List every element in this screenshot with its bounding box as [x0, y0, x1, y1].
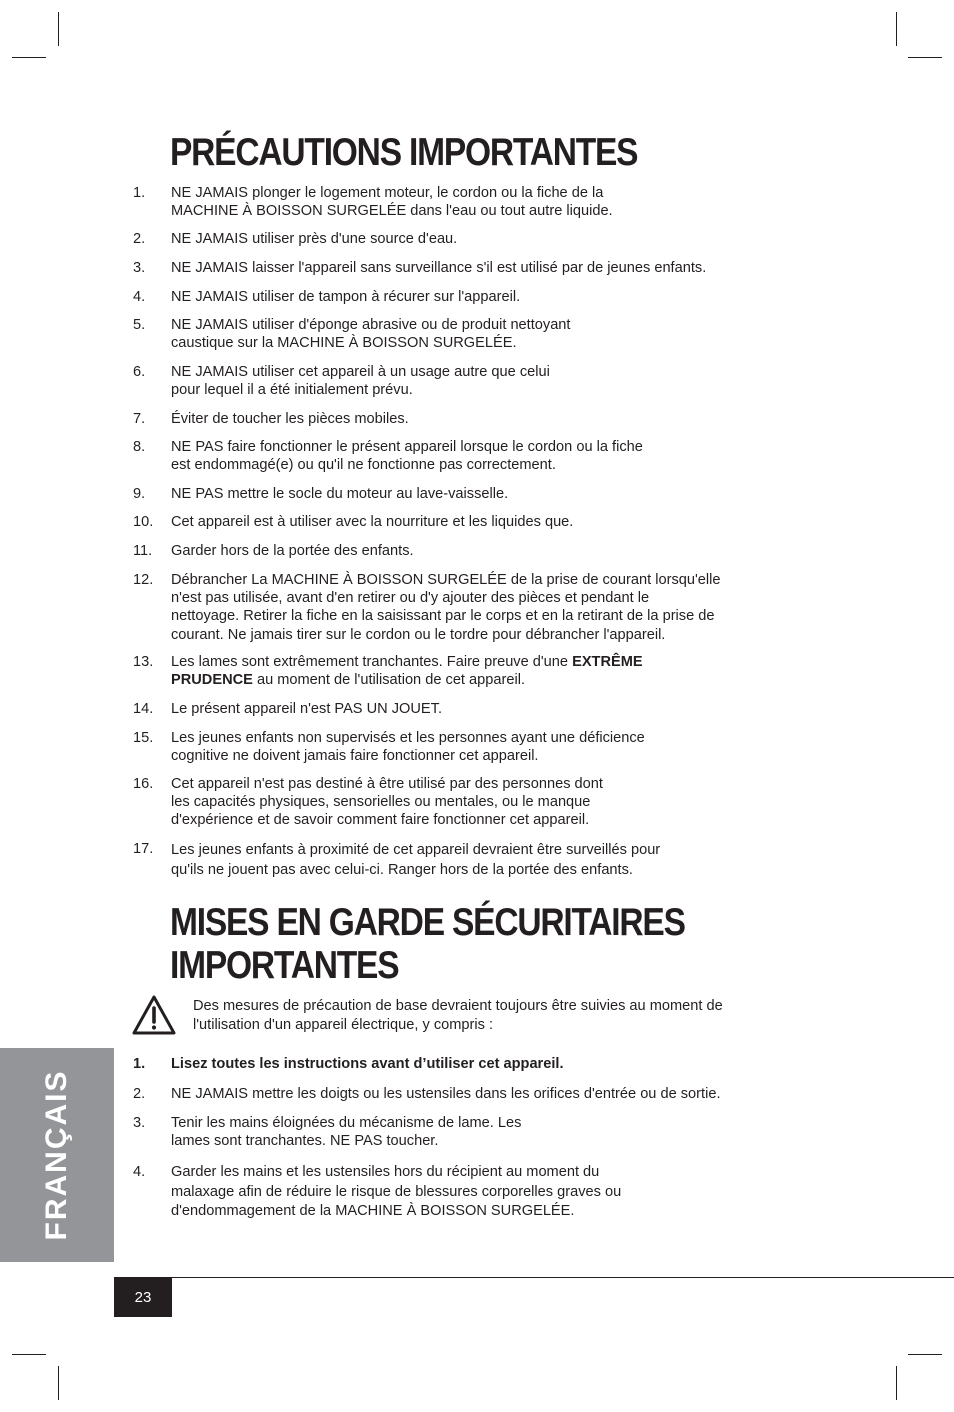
crop-mark: [12, 57, 46, 58]
item-text: n'est pas utilisée, avant d'en retirer ou d'y ajouter des pièces et pendant le: [171, 590, 650, 607]
item-number: 2.: [133, 231, 146, 247]
section-title-line: MISES EN GARDE SÉCURITAIRES: [170, 901, 685, 944]
item-number: 12.: [133, 572, 154, 588]
crop-mark: [12, 1354, 46, 1355]
item-number: 3.: [133, 260, 146, 276]
section-title: [170, 901, 685, 987]
footer-rule: [114, 1277, 954, 1278]
item-text: Le présent appareil n'est PAS UN JOUET.: [171, 701, 443, 717]
warning-triangle-icon: [132, 995, 176, 1035]
item-number: 16.: [133, 776, 154, 792]
language-label: FRANÇAIS: [40, 1069, 73, 1241]
item-text: Les lames sont extrêmement tranchantes. Faire preuve d'une: [171, 654, 573, 670]
item-text: au moment de l'utilisation de cet appareil.: [252, 672, 526, 689]
item-number: 7.: [133, 411, 146, 427]
item-text: NE JAMAIS utiliser cet appareil à un usage autre que celui: [171, 364, 550, 380]
crop-mark: [908, 57, 942, 58]
item-number: 1.: [133, 185, 146, 201]
item-text: nettoyage. Retirer la fiche en la saisissant par le corps et en la retirant de la prise de: [171, 608, 715, 625]
item-text: Les jeunes enfants à proximité de cet appareil devraient être surveillés pour: [171, 842, 661, 858]
item-text: NE PAS mettre le socle du moteur au lave-vaisselle.: [171, 486, 509, 502]
crop-mark: [58, 1366, 59, 1400]
item-text: NE JAMAIS plonger le logement moteur, le cordon ou la fiche de la: [171, 185, 604, 201]
item-text: NE JAMAIS utiliser de tampon à récurer sur l'appareil.: [171, 289, 521, 305]
item-text: Tenir les mains éloignées du mécanisme de lame. Les: [171, 1115, 522, 1131]
item-text: caustique sur la MACHINE À BOISSON SURGELÉE.: [171, 335, 517, 352]
item-number: 4.: [133, 289, 146, 305]
language-tab: [0, 1048, 114, 1262]
item-number: 15.: [133, 730, 154, 746]
item-text: cognitive ne doivent jamais faire fonctionner cet appareil.: [171, 748, 539, 765]
crop-mark: [908, 1354, 942, 1355]
item-text: NE PAS faire fonctionner le présent appareil lorsque le cordon ou la fiche: [171, 439, 643, 455]
item-text: MACHINE À BOISSON SURGELÉE dans l'eau ou tout autre liquide.: [171, 203, 613, 220]
item-number: 11.: [133, 543, 153, 559]
intro-line: Des mesures de précaution de base devraient toujours être suivies au moment de: [193, 998, 723, 1014]
item-number: 17.: [133, 841, 154, 857]
item-text: pour lequel il a été initialement prévu.: [171, 382, 413, 399]
item-number: 5.: [133, 317, 146, 333]
crop-mark: [58, 12, 59, 46]
item-text: Les jeunes enfants non supervisés et les personnes ayant une déficience: [171, 730, 645, 746]
item-text-emphasis: EXTRÊME: [572, 654, 643, 670]
item-text: Cet appareil est à utiliser avec la nourriture et les liquides que.: [171, 514, 574, 530]
item-text: d'endommagement de la MACHINE À BOISSON SURGELÉE.: [171, 1203, 575, 1219]
item-text: d'expérience et de savoir comment faire fonctionner cet appareil.: [171, 812, 590, 829]
item-number: 4.: [133, 1164, 146, 1180]
item-text: Lisez toutes les instructions avant d’utiliser cet appareil.: [171, 1056, 564, 1072]
item-number: 14.: [133, 701, 154, 717]
item-text: lames sont tranchantes. NE PAS toucher.: [171, 1133, 439, 1150]
item-number: 9.: [133, 486, 146, 502]
item-number: 13.: [133, 654, 154, 670]
item-text: Éviter de toucher les pièces mobiles.: [171, 411, 409, 427]
crop-mark: [896, 1366, 897, 1400]
intro-line: l'utilisation d'un appareil électrique, y compris :: [193, 1017, 494, 1033]
item-number: 2.: [133, 1086, 146, 1102]
item-text: NE JAMAIS utiliser près d'une source d'eau.: [171, 231, 458, 247]
intro-text: [193, 997, 723, 1035]
item-text: NE JAMAIS utiliser d'éponge abrasive ou de produit nettoyant: [171, 317, 571, 333]
item-text-emphasis: PRUDENCE: [171, 672, 253, 689]
item-text: Cet appareil n'est pas destiné à être utilisé par des personnes dont: [171, 776, 603, 792]
item-number: 10.: [133, 514, 154, 530]
item-text: NE JAMAIS mettre les doigts ou les ustensiles dans les orifices d'entrée ou de sortie.: [171, 1086, 721, 1102]
item-text: courant. Ne jamais tirer sur le cordon ou le tordre pour débrancher l'appareil.: [171, 626, 666, 643]
item-text: qu'ils ne jouent pas avec celui-ci. Ranger hors de la portée des enfants.: [171, 862, 633, 878]
item-text: Débrancher La MACHINE À BOISSON SURGELÉE de la prise de courant lorsqu'elle: [171, 572, 721, 588]
item-number: 6.: [133, 364, 146, 380]
item-number: 1.: [133, 1056, 146, 1072]
item-number: 8.: [133, 439, 146, 455]
page-number: 23: [114, 1278, 172, 1317]
crop-mark: [896, 12, 897, 46]
item-text: malaxage afin de réduire le risque de blessures corporelles graves ou: [171, 1183, 622, 1200]
item-text: est endommagé(e) ou qu'il ne fonctionne pas correctement.: [171, 457, 556, 474]
section-title-line: IMPORTANTES: [170, 944, 399, 987]
item-text: les capacités physiques, sensorielles ou mentales, ou le manque: [171, 794, 591, 811]
item-text: Garder les mains et les ustensiles hors du récipient au moment du: [171, 1164, 600, 1180]
section-title: PRÉCAUTIONS IMPORTANTES: [170, 131, 638, 174]
item-text: Garder hors de la portée des enfants.: [171, 543, 414, 559]
item-text: NE JAMAIS laisser l'appareil sans surveillance s'il est utilisé par de jeunes enfants.: [171, 260, 707, 276]
item-number: 3.: [133, 1115, 146, 1131]
